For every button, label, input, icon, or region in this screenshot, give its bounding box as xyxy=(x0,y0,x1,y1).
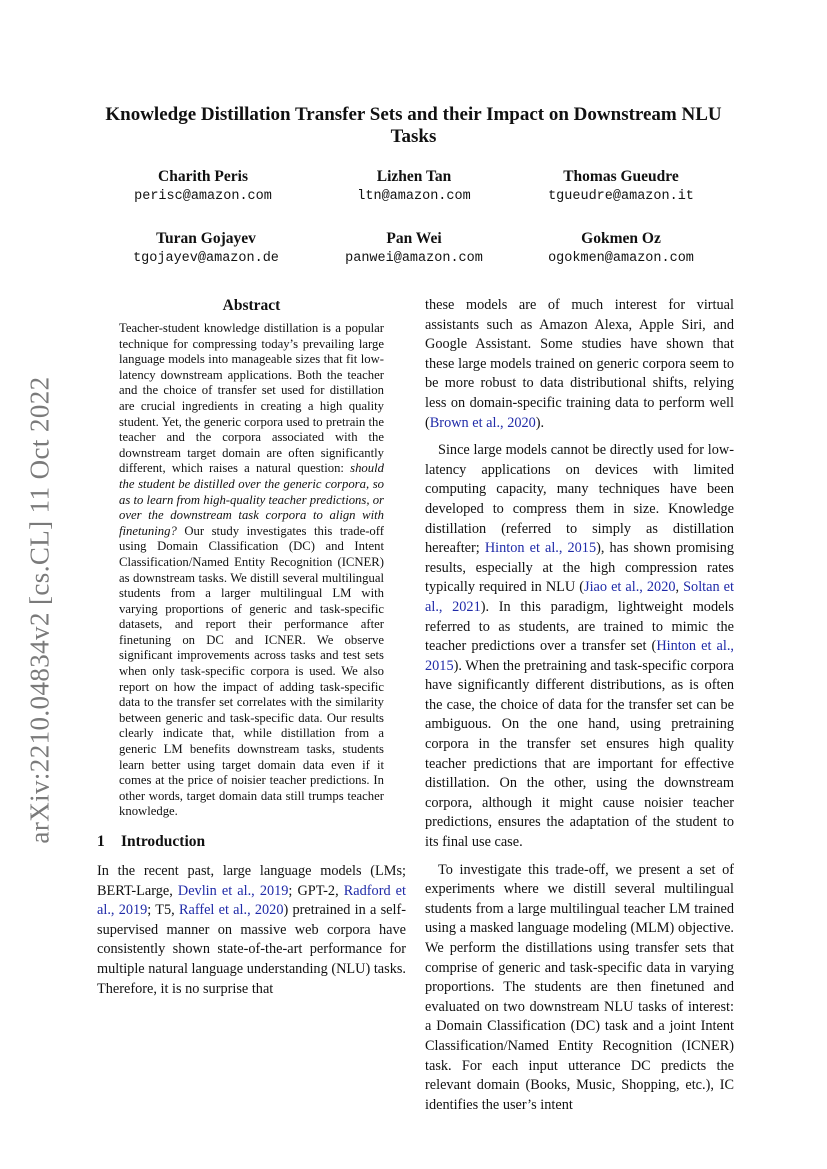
text-run: ), has shown promising results, especially at the high compression rates typically required in NLU ( xyxy=(425,540,734,596)
left-column xyxy=(97,296,406,999)
text-run: , xyxy=(675,579,684,596)
author-name: Lizhen Tan xyxy=(376,168,452,185)
author-name: Charith Peris xyxy=(158,168,248,185)
author-email[interactable]: panwei@amazon.com xyxy=(345,251,483,266)
author-block xyxy=(93,167,313,207)
author-block xyxy=(511,229,731,269)
arxiv-sidebar xyxy=(10,370,70,850)
author-block xyxy=(304,229,524,269)
text-run: In the recent past, large language models (LMs; BERT-Large, xyxy=(97,863,406,899)
text-run: Since large models cannot be directly used for low-latency applications on devices with limited computing capacity, many techniques have been developed to compress them in size. Knowledge distillation (referred to simply as distillation hereafter; xyxy=(425,442,734,557)
citation-link[interactable]: Hinton et al., 2015 xyxy=(484,540,597,557)
continued-text: these models are of much interest for virtual assistants such as Amazon Alexa, Apple Siri, and Google Assistant. Some studies have shown that these large models trained on generic corpora seem to be more robust to data distributional shifts, relying less on domain-specific training data to perform well ( xyxy=(425,297,734,431)
paper-title: Knowledge Distillation Transfer Sets and their Impact on Downstream NLU Tasks xyxy=(105,104,722,147)
author-name: Gokmen Oz xyxy=(581,230,661,247)
author-name: Thomas Gueudre xyxy=(563,168,679,185)
abstract-text-part: Our study investigates this trade-off using Domain Classification (DC) and Intent Classification/Named Entity Recognition (ICNER) as downstream tasks. We distill several multilingual students from a larger multilingual LM with varying proportions of generic and task-specific datasets, and report their performance after finetuning on DC and ICNER. We observe significant improvements across tasks and test sets when only task-specific corpora is used. We also report on how the impact of adding task-specific data to the transfer set correlates with the similarity between generic and task-specific data. Our results clearly indicate that, while distillation from a generic LM benefits downstream tasks, students learn better using target domain data even if it comes at the price of noisier teacher predictions. In other words, target domain data still trumps teacher knowledge. xyxy=(119,523,384,819)
citation-link[interactable]: Devlin et al., 2019 xyxy=(177,882,289,899)
text-run: ; T5, xyxy=(147,902,179,919)
author-name: Turan Gojayev xyxy=(156,230,256,247)
author-email[interactable]: ltn@amazon.com xyxy=(357,189,471,204)
intro-paragraph-1 xyxy=(97,862,406,999)
intro-paragraph-3: To investigate this trade-off, we present a set of experiments where we distill several multilingual students from a large multilingual teacher LM trained using a masked language modeling (MLM) objective. We perform the distillations using transfer sets that comprise of generic and task-specific data in varying proportions. The students are then finetuned and evaluated on two downstream NLU tasks of interest: a Domain Classification (DC) task and a joint Intent Classification/Named Entity Recognition (ICNER) task. For each input utterance DC predicts the relevant domain (Books, Music, Shopping, etc.), IC identifies the user’s intent xyxy=(425,861,734,1113)
text-run: ). xyxy=(535,414,545,431)
section-heading-introduction xyxy=(97,832,406,852)
text-run: ). When the pretraining and task-specific corpora have significantly different distributions, as is often the case, the choice of data for the transfer set can be ambiguous. On the one hand, using pretraining corpora in the transfer set ensures high quality teacher predictions that are important for effective distillation. On the other, using the downstream corpora, although it might cause noisier teacher predictions, ensures the adaptation of the student to its final use case. xyxy=(425,657,734,851)
text-run: ) pretrained in a self-supervised manner on massive web corpora have consistently shown state-of-the-art performance for multiple natural language understanding (NLU) tasks. Therefore, it is no surprise that xyxy=(97,902,406,997)
intro-paragraph-1-continued xyxy=(425,296,734,433)
text-run: ). In this paradigm, lightweight models referred to as students, are trained to mimic the teacher predictions over a transfer set ( xyxy=(425,598,734,655)
abstract-text xyxy=(119,321,384,820)
text-run: ; GPT-2, xyxy=(288,882,344,899)
section-title: Introduction xyxy=(121,833,206,850)
author-block xyxy=(304,167,524,207)
section-number: 1 xyxy=(97,833,105,850)
abstract-research-question: should the student be distilled over the generic corpora, so as to learn from high-quality teacher predictions, or over the downstream task corpora to align with finetuning? xyxy=(119,461,384,538)
intro-paragraph-2 xyxy=(425,441,734,852)
citation-link[interactable]: Soltan et al., 2021 xyxy=(425,579,734,615)
author-email[interactable]: tgojayev@amazon.de xyxy=(133,251,279,266)
author-email[interactable]: tgueudre@amazon.it xyxy=(548,189,694,204)
author-email[interactable]: perisc@amazon.com xyxy=(134,189,272,204)
citation-link[interactable]: Brown et al., 2020 xyxy=(429,414,536,431)
citation-link[interactable]: Hinton et al., 2015 xyxy=(425,638,734,674)
author-name: Pan Wei xyxy=(386,230,442,247)
citation-link[interactable]: Jiao et al., 2020 xyxy=(584,579,676,596)
right-column xyxy=(425,296,734,1115)
author-email[interactable]: ogokmen@amazon.com xyxy=(548,251,694,266)
citation-link[interactable]: Raffel et al., 2020 xyxy=(178,902,284,919)
arxiv-identifier: arXiv:2210.04834v2 [cs.CL] 11 Oct 2022 xyxy=(24,376,55,844)
author-block xyxy=(96,229,316,269)
citation-link[interactable]: Radford et al., 2019 xyxy=(97,882,406,919)
abstract-heading: Abstract xyxy=(222,297,281,314)
abstract-text-part: Teacher-student knowledge distillation is a popular technique for compressing today’s prevailing large language models into manageable sizes that fit low-latency downstream applications. Both the teacher and the choice of transfer set used for distillation are crucial ingredients in creating a high quality student. Yet, the generic corpora used to pretrain the teacher and the corpora associated with the downstream target domain are often significantly different, which raises a natural question: xyxy=(119,321,384,476)
author-block xyxy=(511,167,731,207)
